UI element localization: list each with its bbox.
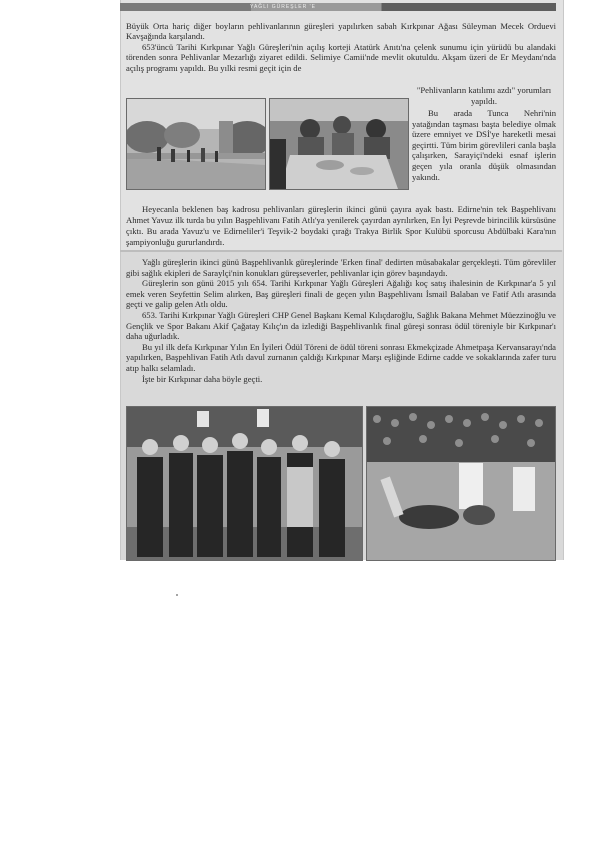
paragraph-8: Bu yıl ilk defa Kırkpınar Yılın En İyileri Ödül Töreni de ödül töreni sonrası Ekmekçizade Ahmetpaşa Kervansarayı'nda yapılırken, Başpehlivan Fatih Atlı davul zurnanın çaldığı Kırkpınar Marşı eşliğinde Edirne cadde ve sokaklarında zafer turu atıp halkı selamladı.	[126, 341, 556, 373]
fold-line	[120, 250, 562, 252]
paragraph-3: Bu arada Tunca Nehri'nin yatağından taşması başta belediye olmak üzere emniyet ve DSİ'ye hareketli mesai geçirtti. Tüm birim görevlileri canla başla çalışırken, Sarayiçi'ndeki esnaf işlerin geçen yıla oranla düşük olmasından yakındı.	[412, 108, 556, 182]
ceremony-photo	[126, 406, 363, 561]
paragraph-5: Yağlı güreşlerin ikinci günü Başpehlivanlık güreşlerinde 'Erken final' dedirten müsabakalar gerçekleşti. Tüm görevliler gibi sağlık ekipleri de Saraylçi'nin konukları güreşseverler, pehlivanlar için görev başındaydı.	[126, 257, 556, 278]
paragraph-1: Büyük Orta hariç diğer boyların pehlivanlarının güreşleri yapılırken sabah Kırkpınar Ağası Süleyman Mecek Orduevi Kavşağında karşılandı.	[126, 21, 556, 42]
table-photo	[269, 98, 409, 190]
procession-photo	[126, 98, 266, 190]
paragraph-2: 653'üncü Tarihi Kırkpınar Yağlı Güreşleri'nin açılış korteji Atatürk Anıtı'na çelenk sunumu için yürüdü bu alandaki törenden sonra Pehlivanlar Mezarlığı ziyaret edildi. Selimiye Camii'nde mevlit okutuldu. Akşam üzeri de Er Meydanı'nda açılış programı yapıldı. Bu yılki resmi geçit için de	[126, 41, 556, 73]
paragraph-7: 653. Tarihi Kırkpınar Yağlı Güreşleri CHP Genel Başkanı Kemal Kılıçdaroğlu, Sağlık Bakana Mehmet Müezzinoğlu ve Gençlik ve Spor Bakanı Akif Çağatay Kılıç'ın da izlediği Başpehlivanlık final güreşi sonrası ödül töreniyle bir Kırkpınar'ı daha uğurladık.	[126, 309, 556, 342]
article-narrow-1	[412, 85, 556, 106]
wrestling-photo	[366, 406, 556, 561]
article-middle	[126, 204, 556, 248]
article-lower	[126, 257, 556, 384]
article-narrow-2	[412, 108, 556, 182]
speck	[176, 594, 178, 596]
paragraph-9: İşte bir Kırkpınar daha böyle geçti.	[142, 373, 263, 384]
header-strip: YAĞLI GÜREŞLER 'E	[120, 3, 556, 11]
paragraph-4: Heyecanla beklenen baş kadrosu pehlivanları güreşlerin ikinci günü çayıra ayak bastı. Edirne'nin tek Başpehlivanı Ahmet Yavuz ilk turda bu yılın Başpehlivanı Fatih Atlı'ya yenilerek çayırdan ayrılırken, En İyi Peşrevde birincilik kürsüsüne çıktı. Bu arada Yavuz'u ve Edirneliler'i Teşvik-2 boydaki çırağı Trakya Birlik Spor Kulübü sporcusu Abdülbaki Kara'nın şampiyonluğu gururlandırdı.	[126, 204, 556, 247]
paragraph-6: Güreşlerin son günü 2015 yılı 654. Tarihi Kırkpınar Yağlı Güreşleri Ağalığı koç satış ihalesinin de Kırkpınar'a 5 yıl emek veren Seyfettin Selim alırken, Baş güreşleri finali de geçen yılın Başpehlivanı İsmail Balaban ve Fatif Atlı arasında geçti ve galip gelen Atlı oldu.	[126, 278, 556, 310]
paragraph-2-end: "Pehlivanların katılımı azdı" yorumları yapıldı.	[416, 85, 552, 106]
article-top	[126, 21, 556, 73]
